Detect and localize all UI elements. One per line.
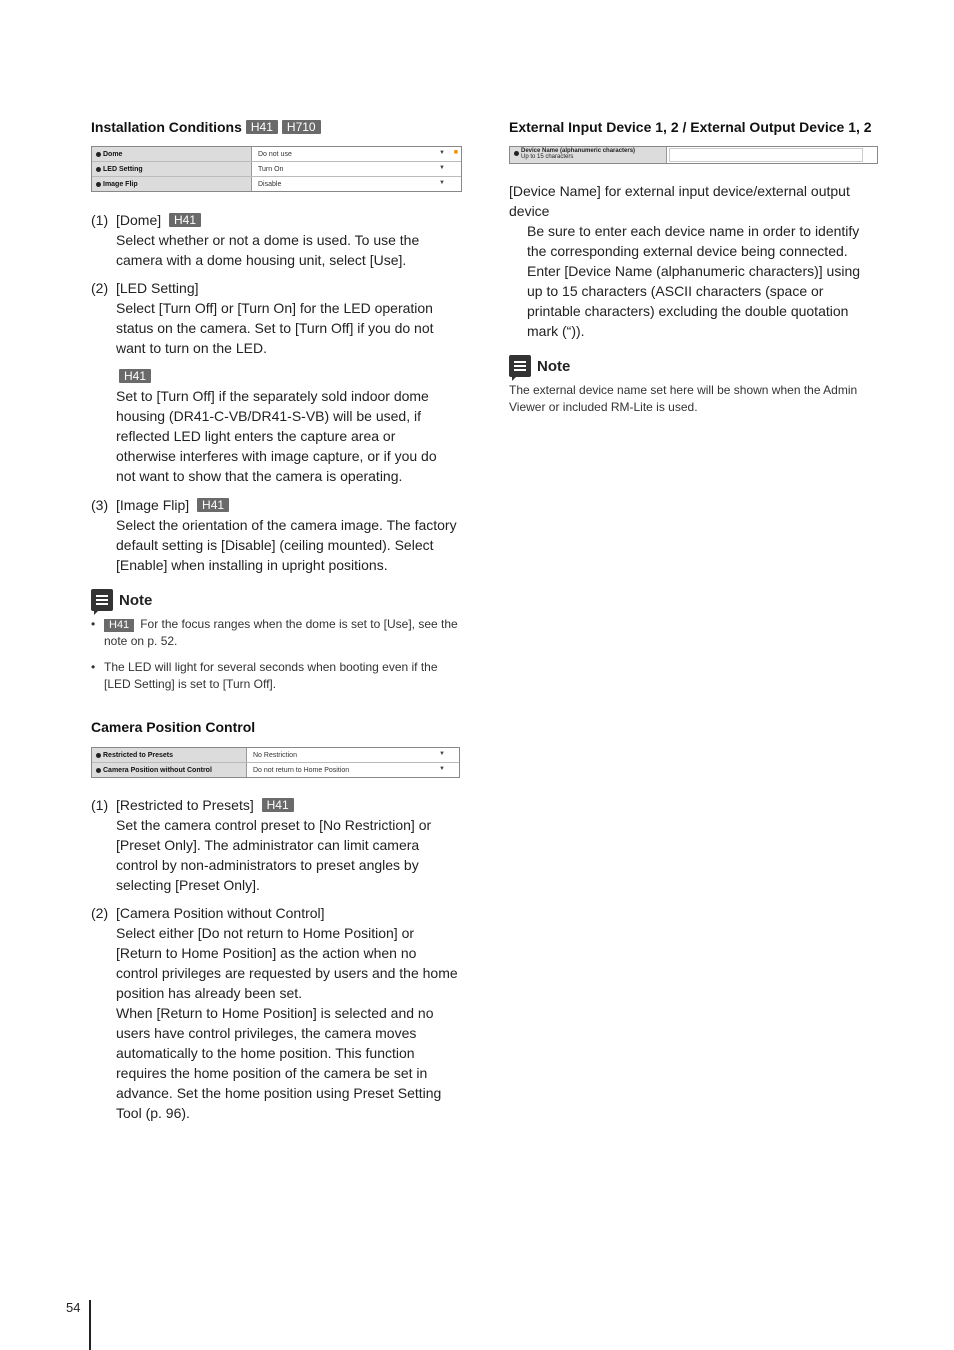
camera-position-panel [91,747,460,778]
chevron-down-icon: ▼ [439,180,445,186]
dome-select[interactable]: Do not use ▼ ■ [258,149,458,158]
model-badge: H41 [119,369,151,383]
note-heading: Note [91,589,152,611]
item-restricted-to-presets: (1) [Restricted to Presets] H41 Set the camera control preset to [No Restriction] or [Preset Only]. The administrator can limit camera control by non-administrators to preset angles by selecting [Preset Only]. [91,797,432,893]
led-setting-select[interactable]: Turn On ▼ [258,165,445,173]
bullet-icon [96,152,101,157]
chevron-down-icon: ▼ [439,766,445,772]
bullet-icon [514,151,519,156]
model-badge: H41 [262,798,294,812]
panel-row-restricted: Restricted to Presets No Restriction ▼ [92,748,459,763]
item-image-flip: (3) [Image Flip] H41 Select the orientation of the camera image. The factory default setting is [Disable] (ceiling mounted). Select [Enable] when installing in upright positions. [91,497,457,573]
bullet-icon [96,182,101,187]
page-number: 54 [66,1300,81,1315]
item-dome: (1) [Dome] H41 Select whether or not a dome is used. To use the camera with a dome housing unit, select [Use]. [91,212,420,268]
item-position-without-control: (2) [Camera Position without Control] Select either [Do not return to Home Position] or [Return to Home Position] as the action when no control privileges are requested by users and the home position has already been set. When [Return to Home Position] is selected and no users have control privileges, the camera moves automatically to the home position. This function requires the home position of the camera be set in advance. Set the home position using Preset Setting Tool (p. 96). [91,905,458,1121]
note-icon [509,355,531,377]
device-name-item [509,181,879,341]
panel-row-led: LED Setting Turn On ▼ [92,162,461,177]
note-text: The external device name set here will be shown when the Admin Viewer or included RM-Lite is used. [509,383,858,414]
model-badge: H41 [104,619,134,632]
external-device-title: External Input Device 1, 2 / External Output Device 1, 2 [509,119,872,135]
chevron-down-icon: ▼ [439,165,445,171]
restricted-to-presets-select[interactable]: No Restriction ▼ [253,751,445,759]
installation-settings-panel [91,146,462,192]
panel-row-image-flip: Image Flip Disable ▼ [92,177,461,191]
device-name-heading: [Device Name] for external input device/external output device [509,183,850,219]
bullet-icon [96,768,101,773]
device-name-input[interactable] [669,148,863,162]
bullet-icon [96,167,101,172]
model-badge: H41 [169,213,201,227]
device-name-panel: Device Name (alphanumeric characters) Up to 15 characters [509,146,878,164]
camera-position-title: Camera Position Control [91,719,256,735]
list-item: • The LED will light for several seconds when booting even if the [LED Setting] is set to [Turn Off]. [91,659,461,693]
note-icon [91,589,113,611]
page-divider [89,1300,91,1350]
panel-row-dome: Dome Do not use ▼ ■ [92,147,461,162]
chevron-down-icon: ▼ [439,150,445,156]
required-icon: ■ [453,149,458,156]
list-item: • H41 For the focus ranges when the dome is set to [Use], see the note on p. 52. [91,616,461,650]
image-flip-select[interactable]: Disable ▼ [258,180,445,188]
device-name-description: Be sure to enter each device name in order to identify the corresponding external device being connected. Enter [Device Name (alphanumeric characters)] using up to 15 characters (ASCII characters (space or printable characters) excluding the double quotation mark (“)). [527,223,861,339]
position-without-control-select[interactable]: Do not return to Home Position ▼ [253,766,445,774]
panel-row-position-without-control: Camera Position without Control Do not return to Home Position ▼ [92,763,459,777]
note-list [91,616,461,693]
installation-title: Installation Conditions H41 H710 [91,119,321,135]
model-badge: H41 [246,120,278,134]
chevron-down-icon: ▼ [439,751,445,757]
bullet-icon [96,753,101,758]
model-badge: H41 [197,498,229,512]
note-heading: Note [509,355,570,377]
model-badge: H710 [282,120,321,134]
item-led-setting: (2) [LED Setting] Select [Turn Off] or [Turn On] for the LED operation status on the camera. Set to [Turn Off] if you do not want to turn on the LED. H41 Set to [Turn Off] if the separately sold indoor dome housing (DR41-C-VB/DR41-S-VB) will be used, if reflected LED light enters the capture area or otherwise interferes with image capture, or if you do not want to show that the camera is operating. [91,280,437,484]
